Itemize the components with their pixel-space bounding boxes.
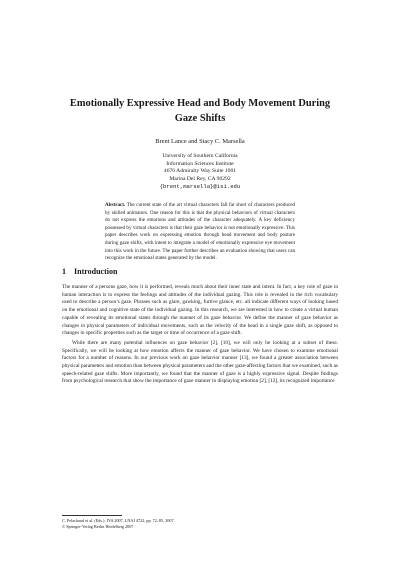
affiliation-line: 4676 Admiralty Way Suite 1001 [163,168,237,175]
section-number: 1 [62,267,66,276]
paper-title: Emotionally Expressive Head and Body Movement During Gaze Shifts [69,98,331,124]
affiliation-line: Marina Del Rey, CA 90292 [169,175,231,182]
body-text [62,284,338,386]
citation-line: C. Pelachaud et al. (Eds.): IVA 2007, LNAI 4722, pp. 72–85, 2007. [62,518,175,523]
abstract-text: The current state of the art virtual characters fall far short of characters produced by skilled animators. One reason for this is that the physical behaviors of virtual characters do not express the emotions and attitudes of the character adequately. A key deficiency possessed by virtual characters is that their gaze behavior is not emotionally expressive. This paper describes work on expressing emotion through head movement and body posture during gaze shifts, with intent to integrate a model of emotionally expressive eye movement into this work in the future. The paper further describes an evaluation showing that users can recognize the emotional states generated by the model. [105,202,295,262]
affiliation-line: University of Southern California [162,153,238,159]
affiliation-block [0,153,400,191]
copyright-line: © Springer-Verlag Berlin Heidelberg 2007 [62,524,134,529]
abstract [105,202,295,263]
section-heading [62,267,117,276]
affiliation-line: Information Sciences Institute [166,160,234,167]
paragraph: While there are many potential influences on gaze behavior [2], [10], we will only be looking at a subset of these. Specifically, we will be looking at how emotion affects the manner of gaze behavior. We have chosen to examine emotional factors for a number of reasons. In our previous work on gaze behavior manner [13], we found a greater association between physical parameters and emotion than between physical parameters and the other gaze-affecting factors that we examined, such as speech-related gaze shifts. More importantly, we found that the manner of gaze is a highly expressive signal. Despite findings from psychological research that show the importance of gaze manner in displaying emotion [2], [12], its recognized importance [62,339,338,385]
paragraph: The manner of a persons gaze, how it is performed, reveals much about their inner state and intent. In fact, a key role of gaze in human interaction is to express the feelings and attitudes of the individual gazing. This role is revealed in the rich vocabulary used to describe a person’s gaze. Phrases such as glare, gawking, furtive glance, etc. all indicate different ways of looking based on the emotional and cognitive state of the individual gazing. In this research, we are interested in how to create a virtual human capable of revealing its emotional states through the manner of its gaze behavior. We define the manner of gaze behavior as changes in physical parameters of individual movements, such as the velocity of the head in a single gaze shift, as opposed to changes in specific properties such as the target or time of occurrence of a gaze shift. [62,284,338,337]
abstract-label: Abstract. [105,202,126,208]
footnote [62,518,175,530]
author-email: {brent,marsella}@isi.edu [159,183,241,191]
footnote-rule [62,515,122,516]
section-title: Introduction [74,267,118,276]
authors: Brent Lance and Stacy C. Marsella [155,138,245,145]
